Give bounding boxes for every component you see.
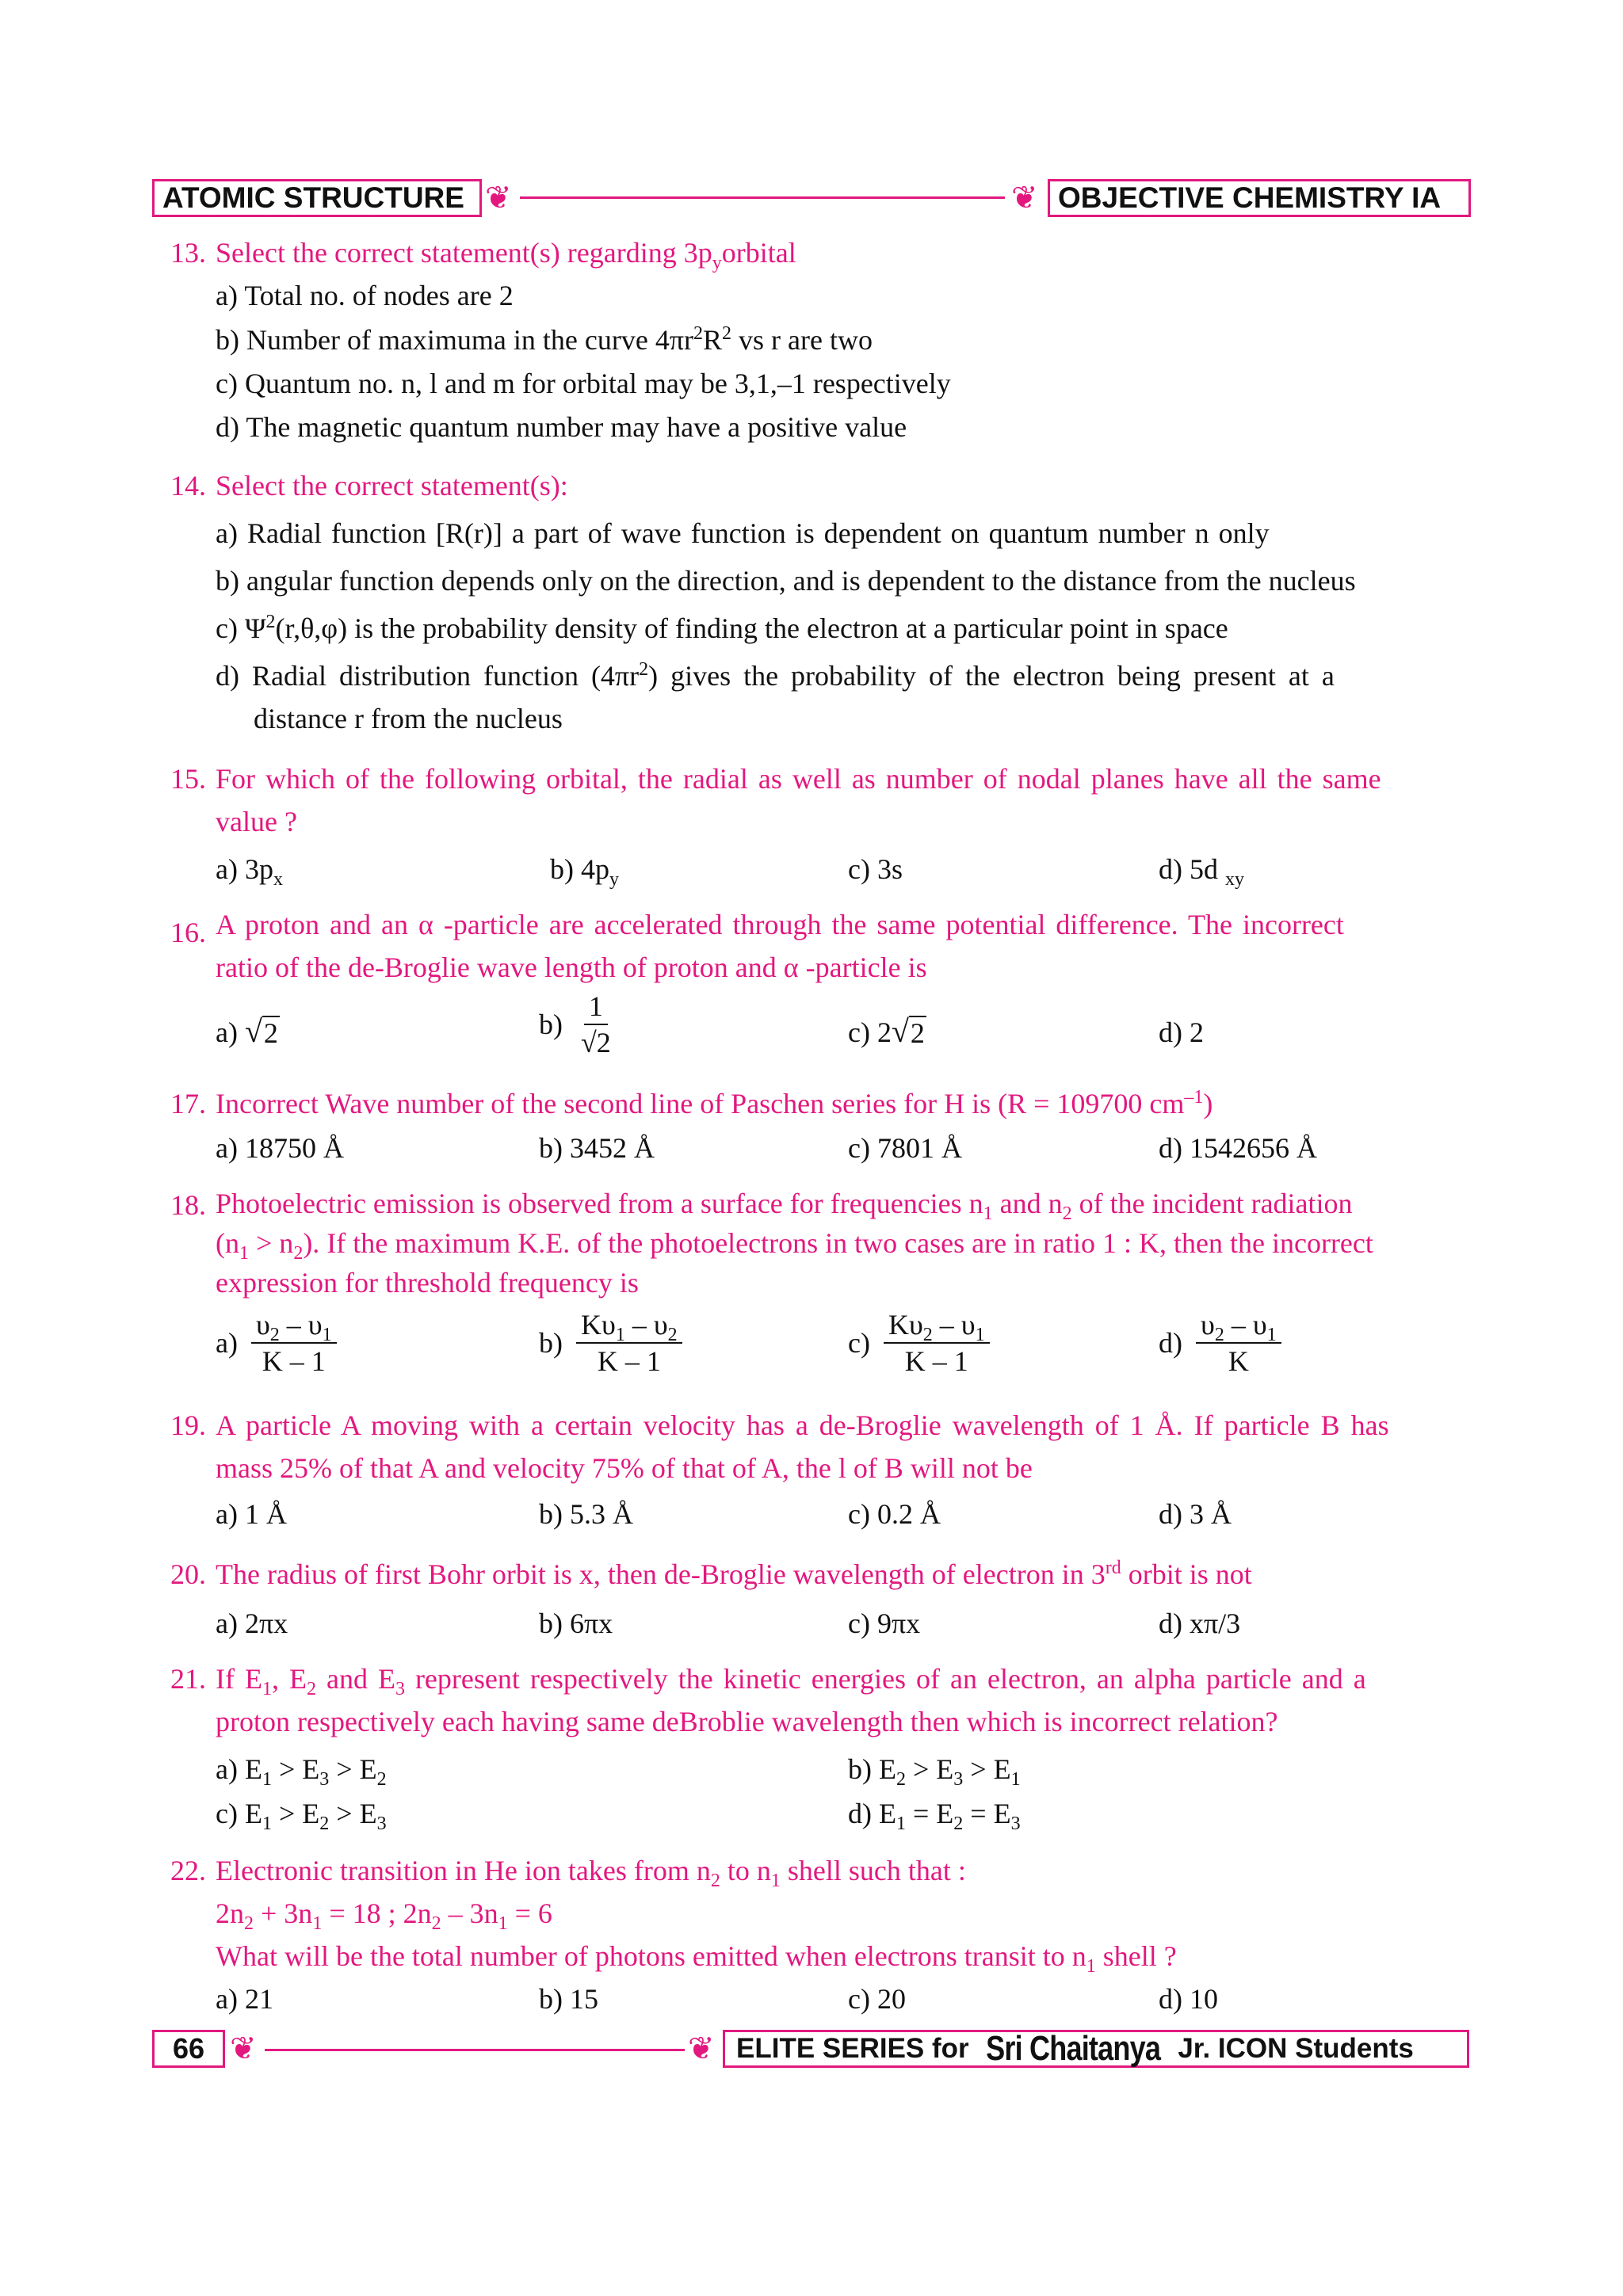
sqrt-argument: 2: [263, 1017, 278, 1049]
question-number: 14.: [170, 470, 206, 502]
option-a: a) 1 Å: [216, 1498, 287, 1530]
sqrt-expression: √ 2: [891, 1013, 925, 1049]
question-line: Select the correct statement(s) regarding $3p_yorbital$: [216, 237, 796, 274]
option-label: b): [539, 1327, 563, 1359]
option-c: c) 20: [848, 1983, 906, 2015]
option-b: b) 6πx: [539, 1608, 613, 1639]
series-suffix: Jr. ICON Students: [1170, 2033, 1414, 2064]
option-d: d) Radial distribution function $(4\pi r^2)$ gives the probability of the electron being present at a: [216, 659, 1335, 692]
series-title-box: [723, 2030, 1469, 2068]
question-line: Select the correct statement(s):: [216, 470, 568, 502]
fraction: [576, 989, 616, 1060]
fraction: [884, 1307, 990, 1379]
option-b: b) 3452 Å: [539, 1132, 655, 1164]
question-line: For which of the following orbital, the radial as well as number of nodal planes have all the same: [216, 763, 1381, 795]
question-line: $2n_2 + 3n_1 = 18$ ; $2n_2 - 3n_1 = 6$: [216, 1897, 552, 1935]
header-ornament-left-icon: ❦: [485, 180, 512, 216]
question-line: Photoelectric emission is observed from a surface for frequencies $n_1$ and $n_2$ of the incident radiation: [216, 1188, 1353, 1225]
option-c: c) 9πx: [848, 1608, 921, 1639]
option-a: a) $E_1 > E_3 > E_2$: [216, 1753, 387, 1791]
option-a: a) $3p_x$: [216, 853, 283, 891]
question-line: If $E_1$, $E_2$ and $E_3$ represent respectively the kinetic energies of an electron, an alpha particle and a: [216, 1663, 1366, 1700]
question-number: 21.: [170, 1663, 206, 1695]
option-c: [848, 1011, 926, 1054]
option-d: [1159, 1011, 1204, 1054]
question-number: 22.: [170, 1855, 206, 1886]
chapter-title: ATOMIC STRUCTURE: [162, 181, 464, 214]
question-text: [216, 903, 1469, 989]
option-c: c) 7801 Å: [848, 1132, 962, 1164]
option-d: d) The magnetic quantum number may have a positive value: [216, 411, 907, 443]
question-line: value ?: [216, 806, 297, 837]
option-value: 2: [1190, 1016, 1204, 1048]
question-number: 13.: [170, 237, 206, 269]
option-b: b) Number of maximuma in the curve $4\pi r^2R^2$ vs r are two: [216, 323, 873, 356]
option-label: d): [1159, 1016, 1182, 1048]
option-d: d) xπ/3: [1159, 1608, 1241, 1639]
question-number: 16.: [170, 917, 206, 948]
question-number: 17.: [170, 1088, 206, 1119]
sqrt-argument: 2: [910, 1017, 925, 1049]
fraction-denominator: K – 1: [904, 1345, 968, 1377]
option-d: d) 3 Å: [1159, 1498, 1232, 1530]
question-line: expression for threshold frequency is: [216, 1267, 639, 1299]
fraction: [1196, 1307, 1281, 1379]
fraction-numerator: 1: [584, 989, 608, 1025]
question-number: 15.: [170, 763, 206, 795]
fraction-denominator: K – 1: [262, 1345, 326, 1377]
header-right-title-box: [1048, 179, 1471, 217]
option-c: c) Quantum no. n, l and m for orbital may be 3,1,–1 respectively: [216, 368, 951, 399]
option-label: b): [539, 1009, 563, 1040]
fraction: [576, 1307, 682, 1379]
question-line: Incorrect Wave number of the second line of Paschen series for H is (R = 109700 $cm^{-1}$): [216, 1087, 1213, 1119]
option-a: a) Radial function [R(r)] a part of wave function is dependent on quantum number n only: [216, 517, 1270, 549]
question-line: A proton and an α -particle are accelerated through the same potential difference. The incorrect: [216, 909, 1344, 940]
option-b: b) angular function depends only on the direction, and is dependent to the distance from the nucleus: [216, 565, 1356, 597]
option-label: d): [1159, 1327, 1182, 1359]
page-number: 66: [172, 2032, 205, 2065]
header-rule: [520, 196, 1005, 199]
option-c: c) $\Psi^2(r,\theta,\varphi)$ is the probability density of finding the electron at a particular point in space: [216, 612, 1228, 644]
fraction-denominator: K: [1228, 1345, 1249, 1377]
option-d: d) 10: [1159, 1983, 1218, 2015]
option-b: b) 5.3 Å: [539, 1498, 633, 1530]
option-b: [539, 1307, 682, 1379]
fraction-numerator: $\upsilon_2 - \upsilon_1$: [1196, 1307, 1281, 1344]
option-c: [848, 1307, 990, 1379]
question-line: proton respectively each having same deBroblie wavelength then which is incorrect relation?: [216, 1706, 1278, 1737]
option-c: c) 3s: [848, 853, 903, 885]
fraction-numerator: $K\upsilon_2 - \upsilon_1$: [884, 1307, 990, 1344]
option-a: [216, 1011, 280, 1054]
option-label: a): [216, 1327, 238, 1359]
footer-ornament-right-icon: ❦: [688, 2031, 715, 2067]
option-d: d) 5d $_{xy}$: [1159, 853, 1244, 891]
question-line: A particle A moving with a certain velocity has a de-Broglie wavelength of 1 Å. If particle B has: [216, 1409, 1389, 1441]
series-prefix: ELITE SERIES for: [736, 2033, 977, 2064]
option-label: c): [848, 1016, 870, 1048]
question-line: $(n_1 > n_2)$. If the maximum K.E. of the photoelectrons in two cases are in ratio 1 : K, then the incorrect: [216, 1227, 1373, 1264]
option-c: c) 0.2 Å: [848, 1498, 941, 1530]
option-b: b) 15: [539, 1983, 598, 2015]
option-d: [1159, 1307, 1281, 1379]
question-text: [216, 757, 1469, 843]
question-text: [216, 1404, 1469, 1489]
option-b: b) $4p_y$: [550, 853, 619, 891]
brand-name: Sri Chaitanya: [986, 2029, 1161, 2068]
option-a: a) 18750 Å: [216, 1132, 344, 1164]
question-text: [216, 464, 1469, 507]
question-text: [216, 1849, 1469, 1978]
option-label: a): [216, 1016, 238, 1048]
option-label: c): [848, 1327, 870, 1359]
footer-rule: [265, 2049, 685, 2051]
question-text: [216, 1553, 1469, 1596]
fraction-numerator: $K\upsilon_1 - \upsilon_2$: [576, 1307, 682, 1344]
option-d: d) 1542656 Å: [1159, 1132, 1317, 1164]
question-line: The radius of first Bohr orbit is x, then de-Broglie wavelength of electron in 3rd orbit is not: [216, 1558, 1252, 1590]
option-d-continuation: distance r from the nucleus: [254, 703, 563, 734]
fraction-denominator: √2: [581, 1027, 611, 1058]
question-line: Electronic transition in He ion takes from $n_2$ to $n_1$ shell such that :: [216, 1855, 966, 1892]
question-number: 19.: [170, 1409, 206, 1441]
option-b: b) $E_2 > E_3 > E_1$: [848, 1753, 1021, 1791]
question-text: [216, 1184, 1469, 1302]
page-number-box: [152, 2030, 225, 2068]
question-text: [216, 231, 1469, 274]
option-a: a) 21: [216, 1983, 273, 2015]
question-number: 20.: [170, 1558, 206, 1590]
question-text: [216, 1082, 1469, 1125]
coefficient: 2: [876, 1016, 892, 1048]
sqrt-expression: √ 2: [244, 1013, 278, 1049]
question-line: What will be the total number of photons emitted when electrons transit to $n_1$ shell ?: [216, 1940, 1177, 1978]
option-d: d) $E_1 = E_2 = E_3$: [848, 1798, 1021, 1835]
option-b: [539, 989, 616, 1060]
option-a: a) Total no. of nodes are 2: [216, 280, 514, 311]
fraction: [251, 1307, 337, 1379]
book-title: OBJECTIVE CHEMISTRY IA: [1058, 181, 1442, 214]
footer-ornament-left-icon: ❦: [230, 2031, 257, 2067]
question-number: 18.: [170, 1189, 206, 1221]
question-line: mass 25% of that A and velocity 75% of that of A, the l of B will not be: [216, 1452, 1033, 1484]
option-c: c) $E_1 > E_2 > E_3$: [216, 1798, 387, 1835]
option-a: [216, 1307, 337, 1379]
option-a: a) 2πx: [216, 1608, 288, 1639]
fraction-denominator: K – 1: [597, 1345, 661, 1377]
question-text: [216, 1657, 1469, 1743]
fraction-numerator: $\upsilon_2 - \upsilon_1$: [251, 1307, 337, 1344]
header-ornament-right-icon: ❦: [1011, 180, 1038, 216]
header-left-title-box: [152, 179, 482, 217]
question-line: ratio of the de-Broglie wave length of proton and α -particle is: [216, 952, 927, 983]
